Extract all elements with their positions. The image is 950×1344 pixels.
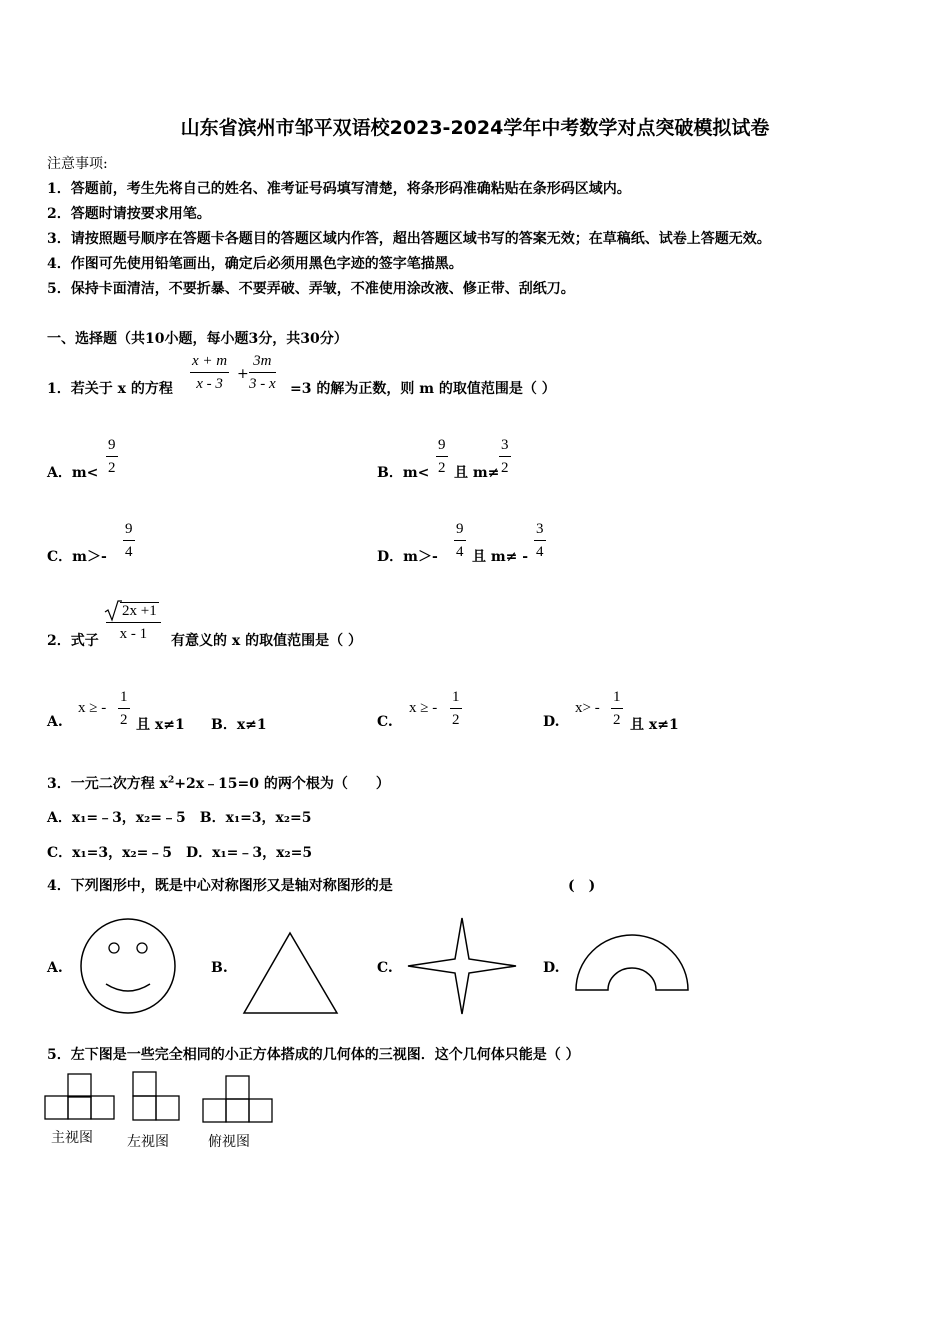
q1-option-d-label: D．m＞- [377, 549, 438, 565]
q1-plus: + [237, 366, 249, 382]
q2-a-num: 1 [118, 690, 130, 709]
q1-b-num: 9 [436, 438, 448, 457]
page-title: 山东省滨州市邹平双语校2023-2024学年中考数学对点突破模拟试卷 [180, 117, 770, 139]
q1-option-d-mid: 且 m≠ - [472, 549, 529, 565]
top-view-caption: 俯视图 [208, 1134, 250, 1150]
q2-a-den: 2 [120, 712, 128, 728]
q2-c-num: 1 [450, 690, 462, 709]
q1-suffix: =3 的解为正数，则 m 的取值范围是（ ） [290, 381, 556, 397]
front-view-icon [44, 1072, 116, 1120]
q1-d-num2: 3 [534, 522, 546, 541]
q1-d-num: 9 [454, 522, 466, 541]
q1-c-num: 9 [123, 522, 135, 541]
q1-option-b-fraction-2 [499, 438, 511, 476]
notice-item: 5．保持卡面清洁，不要折暴、不要弄破、弄皱，不准使用涂改液、修正带、刮纸刀。 [47, 281, 575, 297]
q1-f2-numerator: 3m [249, 354, 276, 373]
front-view-caption: 主视图 [51, 1130, 93, 1146]
notice-item: 2．答题时请按要求用笔。 [47, 206, 211, 222]
q1-f1-denominator: x - 3 [196, 376, 223, 392]
q3-prefix: 3．一元二次方程 x [47, 776, 168, 792]
q2-c-den: 2 [452, 712, 460, 728]
q3-sup: 2 [167, 775, 175, 786]
q4-answer-paren: ( ) [568, 878, 596, 894]
q2-option-c-expr: x ≥ - [409, 700, 438, 716]
left-view-caption: 左视图 [127, 1134, 169, 1150]
q1-option-c-label: C．m＞- [47, 549, 107, 565]
q1-a-num: 9 [106, 438, 118, 457]
q1-option-a-label: A．m< [47, 465, 99, 481]
q2-option-a-tail: 且 x≠1 [136, 717, 185, 733]
q1-d-den2: 4 [536, 544, 544, 560]
q1-fraction-2 [249, 354, 276, 392]
q1-f1-numerator: x + m [190, 354, 229, 373]
q1-option-b-mid: 且 m≠ [454, 465, 500, 481]
q4-option-a-label: A. [47, 960, 63, 976]
q1-c-den: 4 [125, 544, 133, 560]
q1-a-den: 2 [108, 460, 116, 476]
q4-stem: 4．下列图形中，既是中心对称图形又是轴对称图形的是 [47, 878, 393, 894]
notice-item: 1．答题前，考生先将自己的姓名、准考证号码填写清楚，将条形码准确粘贴在条形码区域内。 [47, 181, 631, 197]
q2-option-d-fraction [611, 690, 623, 728]
q1-d-den: 4 [456, 544, 464, 560]
q2-d-den: 2 [613, 712, 621, 728]
q2-option-a-fraction [118, 690, 130, 728]
q1-option-b-fraction [436, 438, 448, 476]
q2-prefix: 2．式子 [47, 633, 99, 649]
q1-prefix: 1．若关于 x 的方程 [47, 381, 173, 397]
notice-heading: 注意事项: [47, 156, 108, 172]
q2-option-d-label: D. [543, 714, 560, 730]
q2-option-d-tail: 且 x≠1 [630, 717, 679, 733]
arch-shape-icon [573, 932, 691, 994]
q3-options-row-2: C．x₁=3，x₂=﹣5 D．x₁=﹣3，x₂=5 [47, 845, 313, 861]
left-view-icon [131, 1070, 183, 1122]
q1-option-c-fraction [123, 522, 135, 560]
notice-item: 4．作图可先使用铅笔画出，确定后必须用黑色字迹的签字笔描黑。 [47, 256, 463, 272]
q2-option-c-label: C. [377, 714, 393, 730]
q1-option-b-label: B．m< [377, 465, 430, 481]
q1-b-den: 2 [438, 460, 446, 476]
q1-b-num2: 3 [499, 438, 511, 457]
q1-option-a-fraction [106, 438, 118, 476]
q2-radicand: 2x +1 [122, 603, 157, 619]
q1-option-d-fraction [454, 522, 466, 560]
q3-stem [47, 773, 390, 793]
q4-option-b-label: B. [211, 960, 228, 976]
q2-option-a-label: A. [47, 714, 63, 730]
q2-fraction [106, 604, 161, 642]
q3-suffix: +2x﹣15=0 的两个根为（ ） [174, 776, 390, 792]
q2-radical [106, 604, 161, 623]
q2-denominator: x - 1 [119, 626, 148, 642]
q4-option-c-label: C. [377, 960, 393, 976]
notice-item: 3．请按照题号顺序在答题卡各题目的答题区域内作答，超出答题区域书写的答案无效；在草稿纸、试卷上答题无效。 [47, 231, 771, 247]
top-view-icon [201, 1074, 275, 1124]
four-point-star-icon [406, 916, 518, 1016]
q2-option-a-expr: x ≥ - [78, 700, 107, 716]
q2-option-c-fraction [450, 690, 462, 728]
q5-stem: 5．左下图是一些完全相同的小正方体搭成的几何体的三视图．这个几何体只能是（ ） [47, 1047, 580, 1063]
sqrt-sign-icon [104, 600, 122, 622]
triangle-icon [241, 930, 341, 1016]
q2-option-d-expr: x> - [575, 700, 600, 716]
q2-suffix: 有意义的 x 的取值范围是（ ） [171, 633, 362, 649]
q2-d-num: 1 [611, 690, 623, 709]
q1-option-d-fraction-2 [534, 522, 546, 560]
q1-f2-denominator: 3 - x [249, 376, 276, 392]
q4-option-d-label: D. [543, 960, 560, 976]
smiley-face-icon [78, 916, 178, 1016]
section-heading: 一、选择题（共10小题，每小题3分，共30分） [47, 331, 348, 347]
q2-option-b: B．x≠1 [211, 717, 267, 733]
q3-options-row-1: A．x₁=﹣3，x₂=﹣5 B．x₁=3，x₂=5 [47, 810, 312, 826]
q1-fraction-1 [190, 354, 229, 392]
q1-b-den2: 2 [501, 460, 509, 476]
